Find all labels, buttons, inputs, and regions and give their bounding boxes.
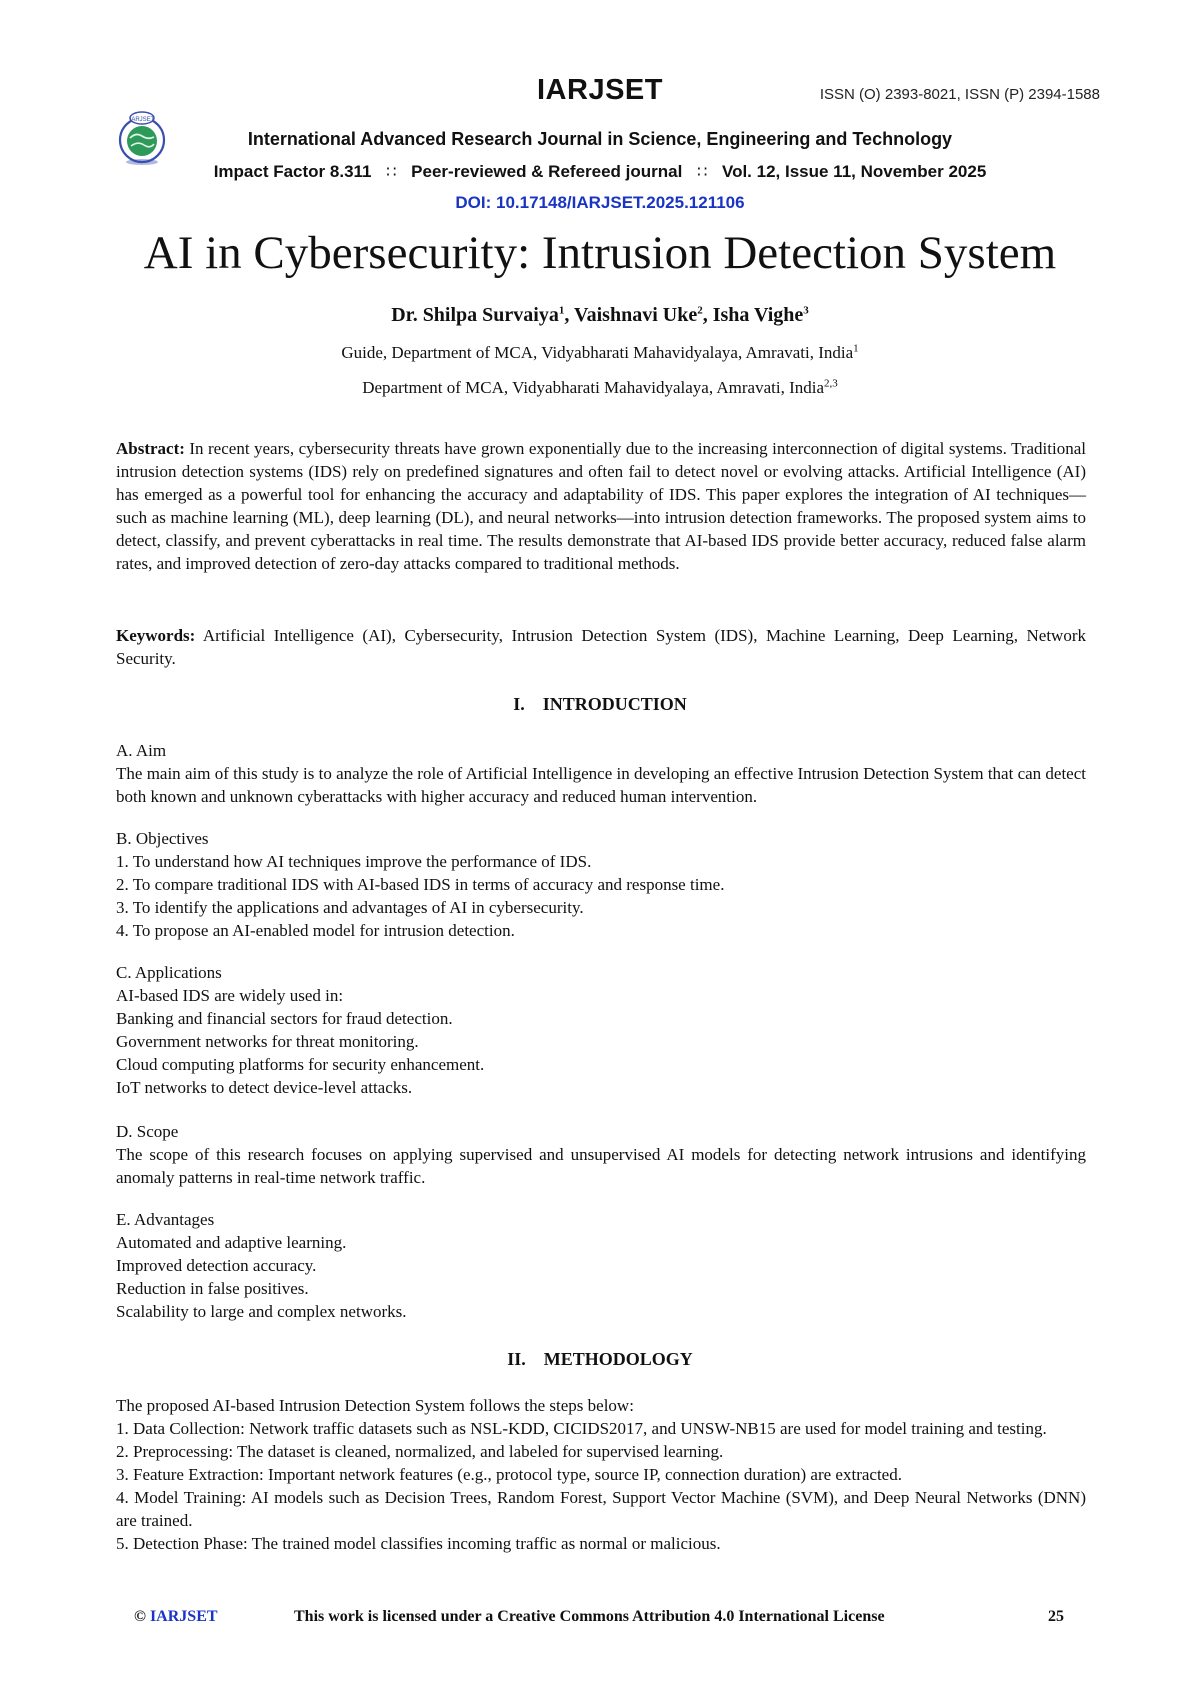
scope-heading: D. Scope — [116, 1122, 179, 1141]
affiliation-text: Department of MCA, Vidyabharati Mahavidyalaya, Amravati, India — [362, 378, 825, 397]
list-item: Reduction in false positives. — [116, 1279, 309, 1298]
author-name: Vaishnavi Uke — [574, 304, 698, 326]
section-number: I. — [513, 694, 525, 714]
list-item: 5. Detection Phase: The trained model classifies incoming traffic as normal or malicious. — [116, 1534, 721, 1553]
journal-short-name: IARJSET — [537, 74, 663, 106]
authors-line: Dr. Shilpa Survaiya$^1$, Vaishnavi Uke$^2$, Isha Vighe$^3$ — [391, 304, 809, 326]
footer-license: This work is licensed under a Creative Commons Attribution 4.0 International License — [294, 1608, 885, 1625]
page-footer — [0, 1608, 1200, 1632]
author-name: Isha Vighe — [712, 304, 804, 326]
scope-text: The scope of this research focuses on applying supervised and unsupervised AI models for detecting network intrusions and identifying anomaly patterns in real-time network traffic. — [116, 1145, 1086, 1187]
issn: ISSN (O) 2393-8021, ISSN (P) 2394-1588 — [819, 86, 1100, 103]
abstract — [116, 437, 1086, 575]
keywords-text: Artificial Intelligence (AI), Cybersecurity, Intrusion Detection System (IDS), Machine Learning, Deep Learning, Network Security. — [116, 626, 1086, 668]
affiliation-text: Guide, Department of MCA, Vidyabharati Mahavidyalaya, Amravati, India — [341, 343, 854, 362]
copyright-symbol: © — [134, 1608, 146, 1625]
list-item: 3. Feature Extraction: Important network features (e.g., protocol type, source IP, connection duration) are extracted. — [116, 1465, 902, 1484]
footer-org-link[interactable]: IARJSET — [149, 1608, 218, 1625]
list-item: 4. To propose an AI-enabled model for intrusion detection. — [116, 921, 515, 940]
list-item: Government networks for threat monitoring. — [116, 1032, 419, 1051]
impact-factor: Impact Factor 8.311 — [213, 162, 372, 181]
paper-title: AI in Cybersecurity: Intrusion Detection System — [143, 227, 1057, 279]
list-item: 1. To understand how AI techniques improve the performance of IDS. — [116, 852, 592, 871]
section-heading-introduction — [0, 694, 1200, 715]
applications-block — [116, 961, 1086, 1099]
list-item: Automated and adaptive learning. — [116, 1233, 347, 1252]
list-item: AI-based IDS are widely used in: — [116, 986, 344, 1005]
aim-text: The main aim of this study is to analyze the role of Artificial Intelligence in developing an effective Intrusion Detection System that can detect both known and unknown cyberattacks with higher accuracy and reduced human intervention. — [116, 764, 1086, 806]
volume-issue: Vol. 12, Issue 11, November 2025 — [722, 162, 987, 181]
methodology-block — [116, 1394, 1086, 1555]
affiliation-sup: 2,3 — [824, 377, 838, 390]
applications-heading: C. Applications — [116, 963, 222, 982]
separator-glyph: ∷ — [386, 164, 397, 181]
page-number: 25 — [1048, 1608, 1064, 1625]
list-item: 2. To compare traditional IDS with AI-based IDS in terms of accuracy and response time. — [116, 875, 725, 894]
author-sup: 1 — [558, 304, 565, 317]
list-item: Banking and financial sectors for fraud detection. — [116, 1009, 453, 1028]
list-item: IoT networks to detect device-level attacks. — [116, 1078, 413, 1097]
section-title: INTRODUCTION — [542, 694, 687, 714]
peer-review-note: Peer-reviewed & Refereed journal — [411, 162, 683, 181]
methodology-intro: The proposed AI-based Intrusion Detection System follows the steps below: — [116, 1396, 634, 1415]
section-title: METHODOLOGY — [543, 1349, 693, 1369]
journal-full-name: International Advanced Research Journal in Science, Engineering and Technology — [247, 129, 953, 149]
aim-heading: A. Aim — [116, 741, 167, 760]
separator-glyph: ∷ — [697, 164, 708, 181]
affiliation-sup: 1 — [853, 342, 859, 355]
section-heading-methodology — [0, 1349, 1200, 1370]
keywords-label: Keywords: — [116, 626, 196, 645]
affiliation-2 — [0, 378, 1200, 398]
abstract-text: In recent years, cybersecurity threats have grown exponentially due to the increasing interconnection of digital systems. Traditional intrusion detection systems (IDS) rely on predefined signatures and often fail to detect novel or evolving attacks. Artificial Intelligence (AI) has emerged as a powerful tool for enhancing the accuracy and adaptability of IDS. This paper explores the integration of AI techniques—such as machine learning (ML), deep learning (DL), and neural networks—into intrusion detection frameworks. The proposed system aims to detect, classify, and prevent cyberattacks in real time. The results demonstrate that AI-based IDS provide better accuracy, reduced false alarm rates, and improved detection of zero-day attacks compared to traditional methods. — [116, 439, 1086, 573]
list-item: 3. To identify the applications and advantages of AI in cybersecurity. — [116, 898, 584, 917]
list-item: 2. Preprocessing: The dataset is cleaned, normalized, and labeled for supervised learning. — [116, 1442, 724, 1461]
author-sup: 2 — [697, 304, 703, 317]
footer-copyright — [134, 1608, 218, 1626]
advantages-block — [116, 1208, 1086, 1323]
objectives-heading: B. Objectives — [116, 829, 209, 848]
author-sup: 3 — [803, 304, 809, 317]
keywords — [116, 624, 1086, 670]
objectives-block — [116, 827, 1086, 942]
journal-meta-line — [0, 162, 1200, 182]
advantages-heading: E. Advantages — [116, 1210, 215, 1229]
doi-link[interactable]: DOI: 10.17148/IARJSET.2025.121106 — [455, 193, 745, 212]
list-item: Cloud computing platforms for security enhancement. — [116, 1055, 485, 1074]
affiliation-1 — [0, 343, 1200, 363]
author-name: Dr. Shilpa Survaiya — [391, 304, 559, 326]
doi-line — [0, 193, 1200, 213]
list-item: 4. Model Training: AI models such as Decision Trees, Random Forest, Support Vector Machine (SVM), and Deep Neural Networks (DNN) are trained. — [116, 1488, 1086, 1530]
section-number: II. — [507, 1349, 526, 1369]
logo-lettering: IARJSET — [129, 117, 155, 123]
list-item: Improved detection accuracy. — [116, 1256, 317, 1275]
abstract-label: Abstract: — [116, 439, 185, 458]
list-item: 1. Data Collection: Network traffic datasets such as NSL-KDD, CICIDS2017, and UNSW-NB15 are used for model training and testing. — [116, 1419, 1047, 1438]
list-item: Scalability to large and complex networks. — [116, 1302, 407, 1321]
